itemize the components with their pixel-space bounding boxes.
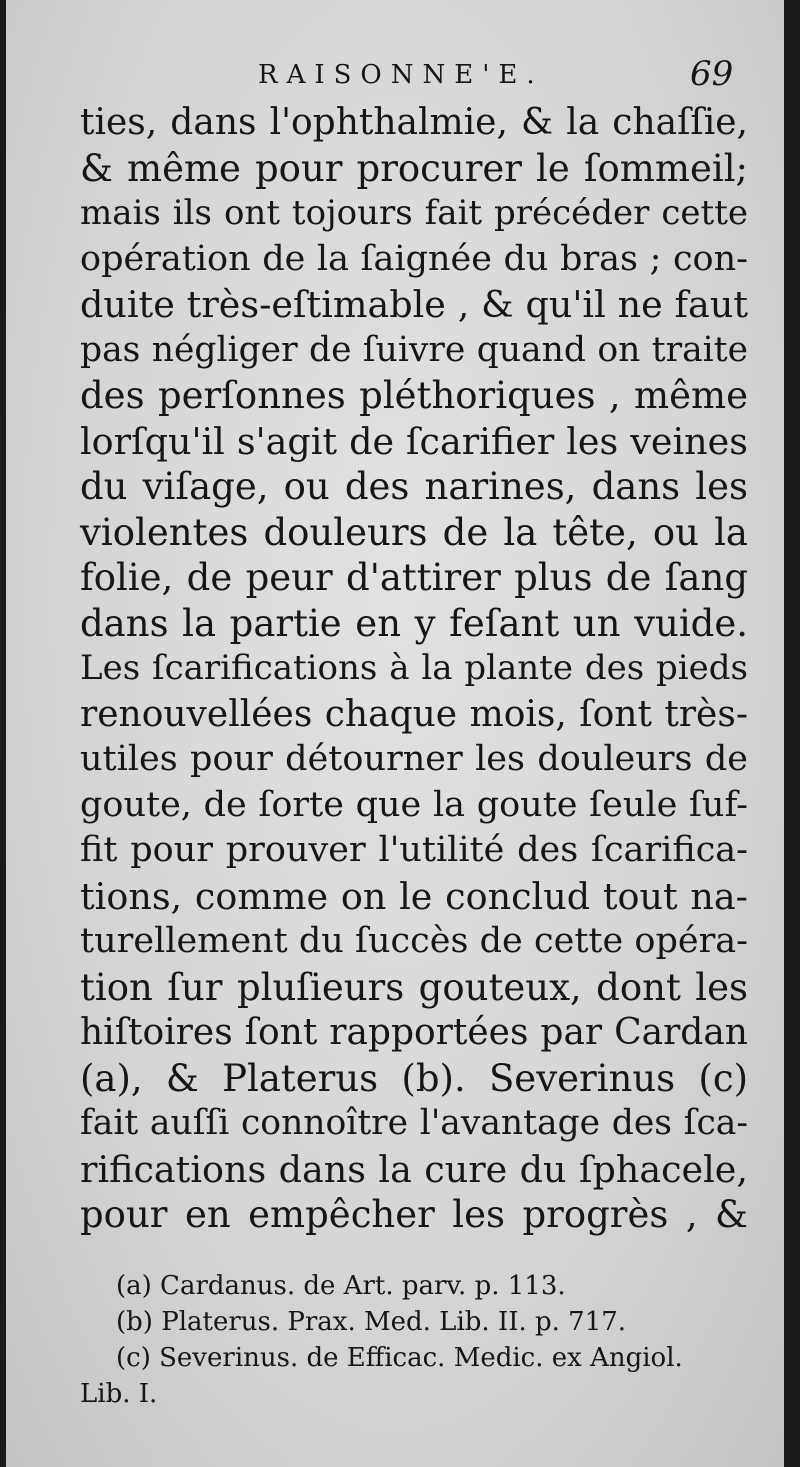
book-page	[6, 0, 784, 1467]
text-line: Les ſcarifications à la plante des pieds	[80, 648, 748, 688]
text-line: folie, de peur d'attirer plus de ſang	[80, 556, 748, 599]
text-line: ties, dans l'ophthalmie, & la chaſſie,	[80, 102, 748, 143]
running-head	[6, 54, 784, 98]
text-line: fit pour prouver l'utilité des ſcarifica-	[80, 830, 748, 870]
text-line: opération de la ſaignée du bras ; con-	[80, 238, 748, 279]
text-line: pas négliger de ſuivre quand on traite	[80, 329, 748, 370]
footnote-c-continuation: Lib. I.	[80, 1379, 158, 1409]
text-line: des perſonnes pléthoriques , même	[80, 374, 748, 417]
text-line: du viſage, ou des narines, dans les	[80, 465, 748, 508]
text-line: mais ils ont tojours fait précéder cette	[80, 193, 748, 233]
text-line: (a), & Platerus (b). Severinus (c)	[80, 1056, 748, 1100]
footnote-a: (a) Cardanus. de Art. parv. p. 113.	[116, 1271, 566, 1301]
text-line: duite très-eſtimable , & qu'il ne faut	[80, 283, 748, 326]
footnote-b: (b) Platerus. Prax. Med. Lib. II. p. 717.	[116, 1307, 627, 1337]
page-number: 69	[690, 54, 734, 94]
text-line: pour en empêcher les progrès , &	[80, 1193, 748, 1236]
text-line: hiſtoires ſont rapportées par Cardan	[80, 1012, 748, 1053]
text-line: tion ſur pluſieurs gouteux, dont les	[80, 965, 748, 1009]
text-line: & même pour procurer le ſommeil;	[80, 146, 748, 190]
text-line: tions, comme on le conclud tout na-	[80, 874, 748, 918]
text-line: turellement du ſuccès de cette opéra-	[80, 921, 748, 961]
text-line: violentes douleurs de la tête, ou la	[80, 510, 748, 554]
text-line: goute, de ſorte que la goute ſeule ſuf-	[80, 784, 748, 825]
text-line: rifications dans la cure du ſphacele,	[80, 1147, 748, 1191]
footnote-c: (c) Severinus. de Efficac. Medic. ex Angiol.	[116, 1343, 683, 1373]
footnotes	[80, 1268, 748, 1412]
text-line: renouvellées chaque mois, ſont très-	[80, 693, 748, 735]
text-line: fait auſſi connoître l'avantage des ſca-	[80, 1103, 748, 1143]
text-line: utiles pour détourner les douleurs de	[80, 739, 748, 779]
text-line: dans la partie en y feſant un vuide.	[80, 601, 748, 645]
running-title: RAISONNE'E.	[258, 60, 544, 90]
text-line: lorſqu'il s'agit de ſcarifier les veines	[80, 419, 748, 463]
body-text	[80, 100, 748, 1238]
